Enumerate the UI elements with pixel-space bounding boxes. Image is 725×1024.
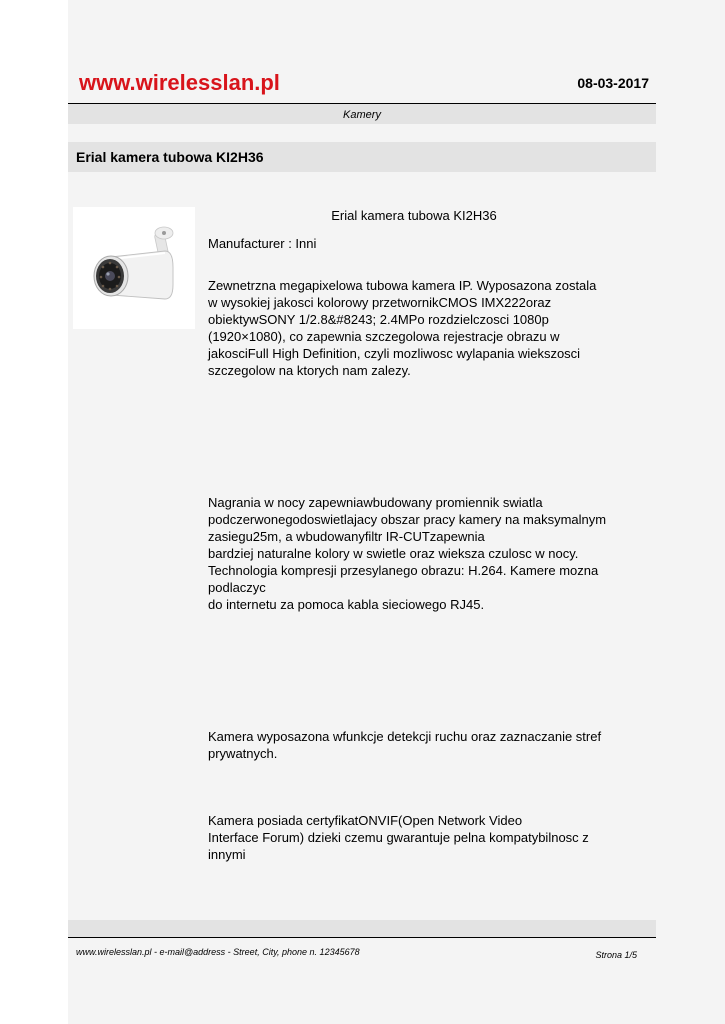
product-description xyxy=(208,207,628,863)
description-paragraph: Zewnetrzna megapixelowa tubowa kamera IP. Wyposazona zostala w wysokiej jakosci kolorowy przetwornikCMOS IMX222oraz obiektywSONY 1/2.8&#8243; 2.4MPo rozdzielczosci 1080p (1920×1080), co zapewnia szczegolowa rejestracje obrazu w jakosciFull High Definition, czyli mozliwosc wylapania wiekszosci szczegolow na ktorych nam zalezy. xyxy=(208,278,597,378)
footer-bar xyxy=(68,920,656,937)
product-name: Erial kamera tubowa KI2H36 xyxy=(331,208,497,223)
site-title[interactable]: www.wirelesslan.pl xyxy=(79,70,280,95)
description-paragraph: Nagrania w nocy zapewniawbudowany promiennik swiatla podczerwonegodoswietlajacy obszar pracy kamery na maksymalnym zasiegu25m, a wbudowanyfiltr IR-CUTzapewnia bardziej naturalne kolory w swietle oraz wieksza czulosc w nocy. Technologia kompresji przesylanego obrazu: H.264. Kamere mozna podlaczyc do internetu za pomoca kabla sieciowego RJ45. xyxy=(208,495,607,612)
footer-divider xyxy=(68,937,656,938)
category-label: Kamery xyxy=(68,104,656,124)
product-title: Erial kamera tubowa KI2H36 xyxy=(76,149,264,165)
footer-contact: www.wirelesslan.pl - e-mail@address - Street, City, phone n. 12345678 xyxy=(76,947,360,957)
description-paragraph: Kamera wyposazona wfunkcje detekcji ruchu oraz zaznaczanie stref prywatnych. xyxy=(208,729,602,761)
manufacturer: Manufacturer : Inni xyxy=(208,236,317,251)
product-title-bar xyxy=(68,142,656,172)
page-number: Strona 1/5 xyxy=(595,950,637,960)
page-margin-shade xyxy=(656,0,725,1024)
document-date: 08-03-2017 xyxy=(577,75,649,91)
product-image xyxy=(73,207,195,329)
description-paragraph: Kamera posiada certyfikatONVIF(Open Network Video Interface Forum) dzieki czemu gwarantuje pelna kompatybilnosc z innymi xyxy=(208,813,589,862)
bullet-camera-icon xyxy=(73,207,195,329)
